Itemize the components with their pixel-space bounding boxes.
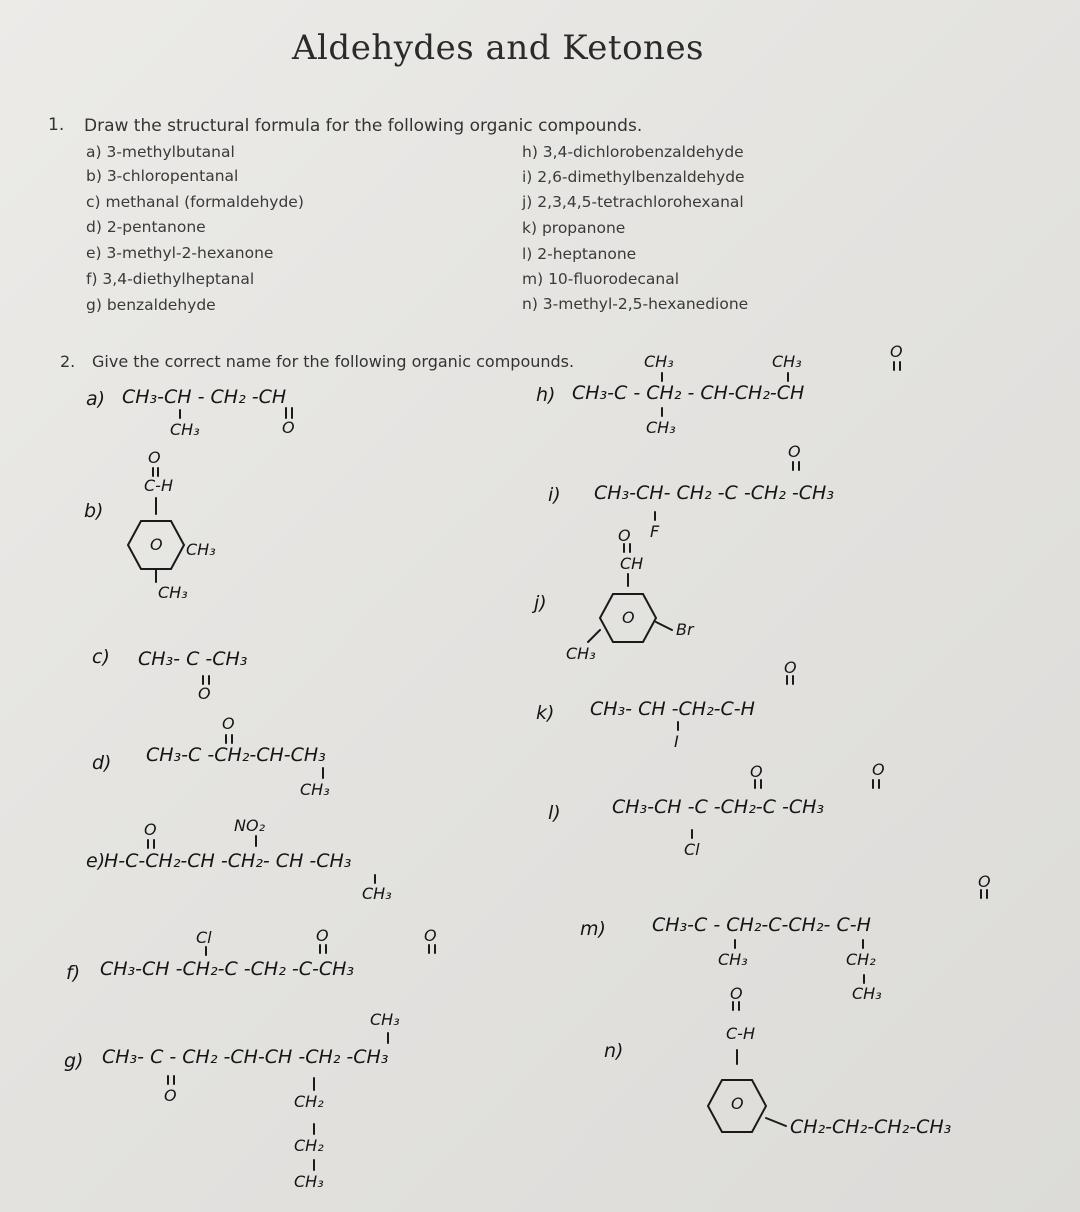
structure-j-bromine: Br — [676, 620, 694, 639]
label-d: d) — [92, 752, 112, 774]
list-item: l) 2-heptanone — [522, 245, 637, 263]
structure-h-main-chain: CH₃-C - CH₂ - CH-CH₂-CH — [572, 382, 805, 404]
structure-c-main-chain: CH₃- C -CH₃ — [138, 648, 248, 670]
structure-b-side-methyl: CH₃ — [186, 540, 216, 559]
structure-l-oxygen-2: O — [872, 760, 885, 779]
structure-a-substituent: CH₃ — [170, 420, 200, 439]
structure-m-ethyl-1: CH₂ — [846, 950, 876, 969]
label-n: n) — [604, 1040, 624, 1062]
label-j: j) — [534, 592, 547, 614]
structure-b-bottom-methyl: CH₃ — [158, 583, 188, 602]
structure-e-substituent: CH₃ — [362, 884, 392, 903]
label-i: i) — [548, 484, 561, 506]
structure-h-methyl-1: CH₃ — [644, 352, 674, 371]
label-l: l) — [548, 802, 561, 824]
list-item: n) 3-methyl-2,5-hexanedione — [522, 295, 749, 313]
structure-d-substituent: CH₃ — [300, 780, 330, 799]
structure-g-chain-3: CH₃ — [294, 1172, 324, 1191]
structure-f-oxygen-2: O — [424, 926, 437, 945]
structure-n-aldehyde: C-H — [726, 1024, 755, 1043]
structure-k-oxygen: O — [784, 658, 797, 677]
structure-n-oxygen: O — [730, 984, 743, 1003]
list-item: c) methanal (formaldehyde) — [86, 193, 304, 211]
structure-i-fluorine: F — [650, 522, 660, 541]
structure-g-chain-1: CH₂ — [294, 1092, 324, 1111]
structure-e-nitro: NO₂ — [234, 816, 265, 835]
structure-h-oxygen: O — [890, 342, 903, 361]
structure-g-chain-2: CH₂ — [294, 1136, 324, 1155]
question-1-prompt: Draw the structural formula for the following organic compounds. — [84, 116, 643, 136]
structure-d-oxygen: O — [222, 714, 235, 733]
structure-n-side-chain: CH₂-CH₂-CH₂-CH₃ — [790, 1116, 952, 1138]
structure-j-methyl: CH₃ — [566, 644, 596, 663]
structure-i-main-chain: CH₃-CH- CH₂ -C -CH₂ -CH₃ — [594, 482, 834, 504]
structure-l-chlorine: Cl — [684, 840, 700, 859]
structure-m-ethyl-2: CH₃ — [852, 984, 882, 1003]
structure-l-oxygen-1: O — [750, 762, 763, 781]
question-2-number: 2. — [60, 352, 76, 371]
label-k: k) — [536, 702, 555, 724]
list-item: g) benzaldehyde — [86, 296, 216, 314]
structure-g-oxygen: O — [164, 1086, 177, 1105]
list-item: m) 10-fluorodecanal — [522, 270, 679, 288]
structure-m-oxygen: O — [978, 872, 991, 891]
structure-f-chlorine: Cl — [196, 928, 212, 947]
structure-a-oxygen: O — [282, 418, 295, 437]
structure-h-substituent: CH₃ — [646, 418, 676, 437]
list-item: k) propanone — [522, 219, 626, 237]
label-a: a) — [86, 388, 106, 410]
structure-j-aldehyde: CH — [620, 554, 644, 573]
page-title: Aldehydes and Ketones — [292, 28, 705, 68]
label-g: g) — [64, 1050, 84, 1072]
list-item: h) 3,4-dichlorobenzaldehyde — [522, 143, 744, 161]
structure-m-main-chain: CH₃-C - CH₂-C-CH₂- C-H — [652, 914, 871, 936]
structure-b-aldehyde: C-H — [144, 476, 173, 495]
structure-a-main-chain: CH₃-CH - CH₂ -CH — [122, 386, 287, 408]
list-item: d) 2-pentanone — [86, 218, 206, 236]
label-e: e) — [86, 850, 106, 872]
list-item: f) 3,4-diethylheptanal — [86, 270, 255, 288]
structure-h-methyl-2: CH₃ — [772, 352, 802, 371]
structure-i-oxygen: O — [788, 442, 801, 461]
structure-g-main-chain: CH₃- C - CH₂ -CH-CH -CH₂ -CH₃ — [102, 1046, 389, 1068]
structure-k-main-chain: CH₃- CH -CH₂-C-H — [590, 698, 755, 720]
structure-f-main-chain: CH₃-CH -CH₂-C -CH₂ -C-CH₃ — [100, 958, 355, 980]
structure-g-methyl: CH₃ — [370, 1010, 400, 1029]
list-item: j) 2,3,4,5-tetrachlorohexanal — [522, 193, 744, 211]
list-item: b) 3-chloropentanal — [86, 167, 239, 185]
list-item: e) 3-methyl-2-hexanone — [86, 244, 274, 262]
list-item: a) 3-methylbutanal — [86, 143, 235, 161]
structure-j-ring-circle: O — [622, 608, 635, 627]
structure-j-oxygen: O — [618, 526, 631, 545]
structure-e-main-chain: H-C-CH₂-CH -CH₂- CH -CH₃ — [104, 850, 352, 872]
structure-m-methyl: CH₃ — [718, 950, 748, 969]
structure-b-ring-circle: O — [150, 535, 163, 554]
structure-d-main-chain: CH₃-C -CH₂-CH-CH₃ — [146, 744, 326, 766]
structure-l-main-chain: CH₃-CH -C -CH₂-C -CH₃ — [612, 796, 824, 818]
label-b: b) — [84, 500, 104, 522]
structure-e-oxygen: O — [144, 820, 157, 839]
label-c: c) — [92, 646, 110, 668]
structure-k-iodine: I — [674, 732, 679, 751]
structure-c-oxygen: O — [198, 684, 211, 703]
list-item: i) 2,6-dimethylbenzaldehyde — [522, 168, 745, 186]
question-2-prompt: Give the correct name for the following organic compounds. — [92, 352, 575, 371]
label-h: h) — [536, 384, 556, 406]
label-m: m) — [580, 918, 606, 940]
question-1-number: 1. — [48, 115, 65, 135]
label-f: f) — [66, 962, 81, 984]
structure-f-oxygen-1: O — [316, 926, 329, 945]
structure-n-ring-circle: O — [731, 1094, 744, 1113]
structure-b-oxygen: O — [148, 448, 161, 467]
